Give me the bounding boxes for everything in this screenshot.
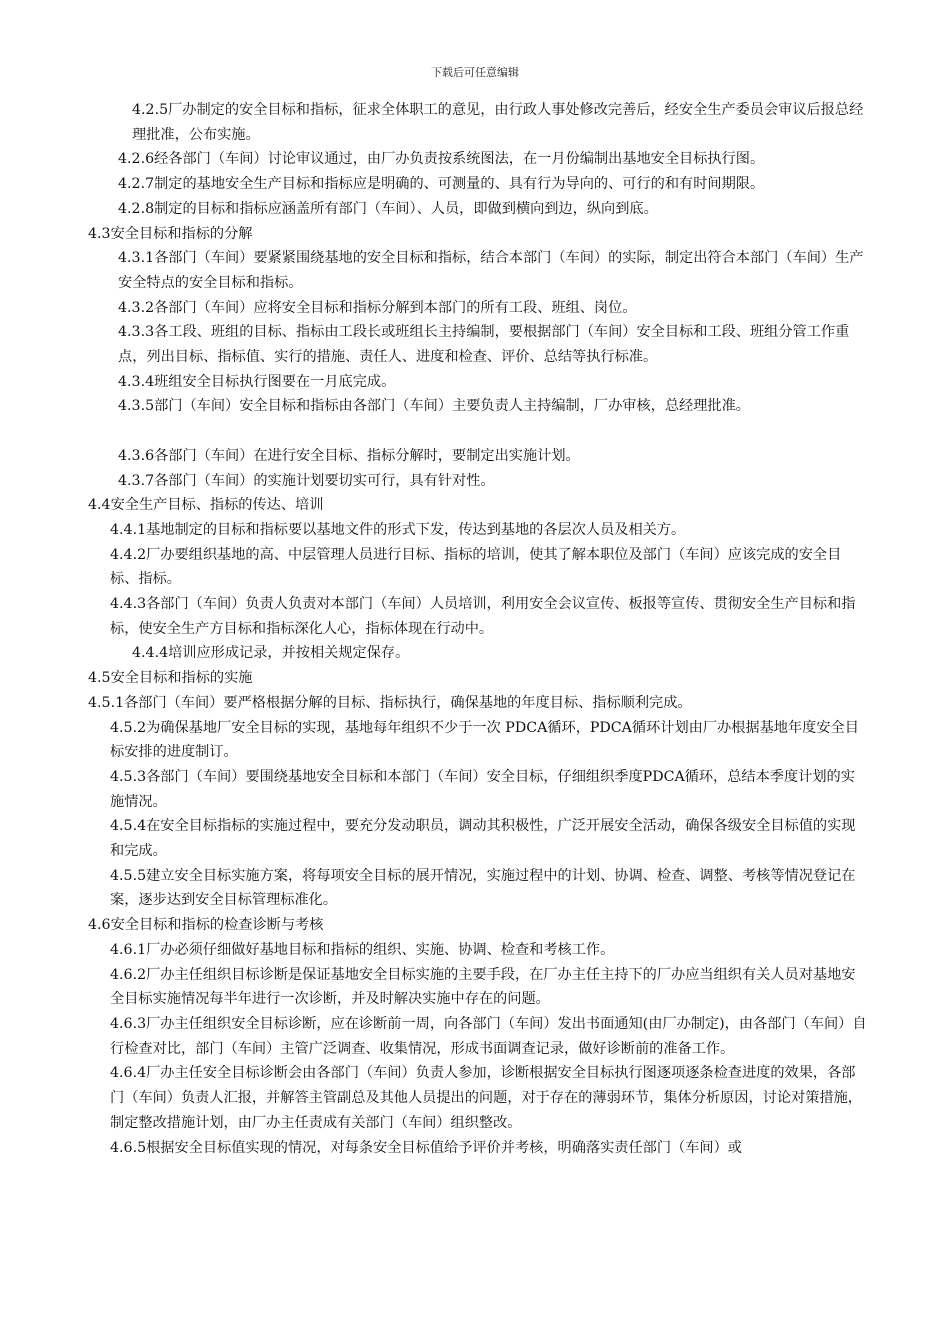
paragraph: 4.3.6各部门（车间）在进行安全目标、指标分解时，要制定出实施计划。: [118, 447, 580, 464]
paragraph: 4.3.5部门（车间）安全目标和指标由各部门（车间）主要负责人主持编制，厂办审核，总经理批准。: [118, 398, 750, 415]
paragraph: 4.6.4厂办主任安全目标诊断会由各部门（车间）负责人参加，诊断根据安全目标执行图逐项逐条检查进度的效果，各部门（车间）负责人汇报，并解答主管副总及其他人员提出的问题，对于存在的薄弱环节，集体分析原因，讨论对策措施，制定整改措施计划，由厂办主任责成有关部门（车间）组织整改。: [110, 1065, 862, 1131]
paragraph: 4.3.4班组安全目标执行图要在一月底完成。: [118, 373, 396, 390]
paragraph: 4.5安全目标和指标的实施: [88, 670, 253, 687]
paragraph: [88, 419, 868, 444]
page-header: 下载后可任意编辑: [431, 66, 519, 79]
paragraph: 4.5.5建立安全目标实施方案，将每项安全目标的展开情况，实施过程中的计划、协调、检查、调整、考核等情况登记在案，逐步达到安全目标管理标准化。: [110, 867, 856, 909]
paragraph: 4.2.5厂办制定的安全目标和指标，征求全体职工的意见，由行政人事处修改完善后，经安全生产委员会审议后报总经理批准，公布实施。: [132, 102, 864, 143]
paragraph: 4.5.4在安全目标指标的实施过程中，要充分发动职员，调动其积极性，广泛开展安全活动，确保各级安全目标值的实现和完成。: [110, 818, 856, 860]
paragraph: 4.5.2为确保基地厂安全目标的实现，基地每年组织不少于一次 PDCA循环，PDCA循环计划由厂办根据基地年度安全目标安排的进度制订。: [110, 719, 859, 761]
paragraph: 4.3.1各部门（车间）要紧紧围绕基地的安全目标和指标，结合本部门（车间）的实际，制定出符合本部门（车间）生产安全特点的安全目标和指标。: [118, 250, 864, 291]
paragraph: 4.5.1各部门（车间）要严格根据分解的目标、指标执行，确保基地的年度目标、指标顺利完成。: [88, 694, 692, 711]
paragraph: 4.3安全目标和指标的分解: [88, 225, 253, 242]
paragraph: 4.4.1基地制定的目标和指标要以基地文件的形式下发，传达到基地的各层次人员及相关方。: [110, 521, 686, 538]
paragraph: 4.2.8制定的目标和指标应涵盖所有部门（车间）、人员，即做到横向到边，纵向到底。: [118, 200, 658, 217]
paragraph: 4.4.2厂办要组织基地的高、中层管理人员进行目标、指标的培训，使其了解本职位及部门（车间）应该完成的安全目标、指标。: [110, 546, 842, 588]
paragraph: 4.4安全生产目标、指标的传达、培训: [88, 497, 324, 514]
paragraph: 4.6.2厂办主任组织目标诊断是保证基地安全目标实施的主要手段，在厂办主任主持下的厂办应当组织有关人员对基地安全目标实施情况每半年进行一次诊断，并及时解决实施中存在的问题。: [110, 966, 856, 1008]
paragraph: 4.3.2各部门（车间）应将安全目标和指标分解到本部门的所有工段、班组、岗位。: [118, 299, 637, 316]
paragraph: 4.2.6经各部门（车间）讨论审议通过，由厂办负责按系统图法，在一月份编制出基地安全目标执行图。: [118, 151, 765, 168]
paragraph: 4.6.5根据安全目标值实现的情况，对每条安全目标值给予评价并考核，明确落实责任部门（车间）或: [110, 1139, 742, 1156]
paragraph: 4.6.1厂办必须仔细做好基地目标和指标的组织、实施、协调、检查和考核工作。: [110, 941, 615, 958]
document-body: [88, 98, 868, 1160]
paragraph: 4.4.3各部门（车间）负责人负责对本部门（车间）人员培训，利用安全会议宣传、板报等宣传、贯彻安全生产目标和指标，使安全生产方目标和指标深化人心，指标体现在行动中。: [110, 596, 856, 637]
paragraph: 4.6安全目标和指标的检查诊断与考核: [88, 917, 324, 934]
paragraph: 4.6.3厂办主任组织安全目标诊断，应在诊断前一周，向各部门（车间）发出书面通知(由厂办制定)，由各部门（车间）自行检查对比，部门（车间）主管广泛调查、收集情况，形成书面调查记录，做好诊断前的准备工作。: [110, 1016, 867, 1057]
paragraph: 4.3.7各部门（车间）的实施计划要切实可行，具有针对性。: [118, 472, 495, 489]
paragraph: 4.3.3各工段、班组的目标、指标由工段长或班组长主持编制，要根据部门（车间）安全目标和工段、班组分管工作重点，列出目标、指标值、实行的措施、责任人、进度和检查、评价、总结等执行标准。: [118, 324, 850, 366]
paragraph: 4.4.4培训应形成记录，并按相关规定保存。: [132, 645, 410, 662]
paragraph: 4.5.3各部门（车间）要围绕基地安全目标和本部门（车间）安全目标，仔细组织季度PDCA循环，总结本季度计划的实施情况。: [110, 768, 855, 810]
paragraph: 4.2.7制定的基地安全生产目标和指标应是明确的、可测量的、具有行为导向的、可行的和有时间期限。: [118, 176, 765, 193]
